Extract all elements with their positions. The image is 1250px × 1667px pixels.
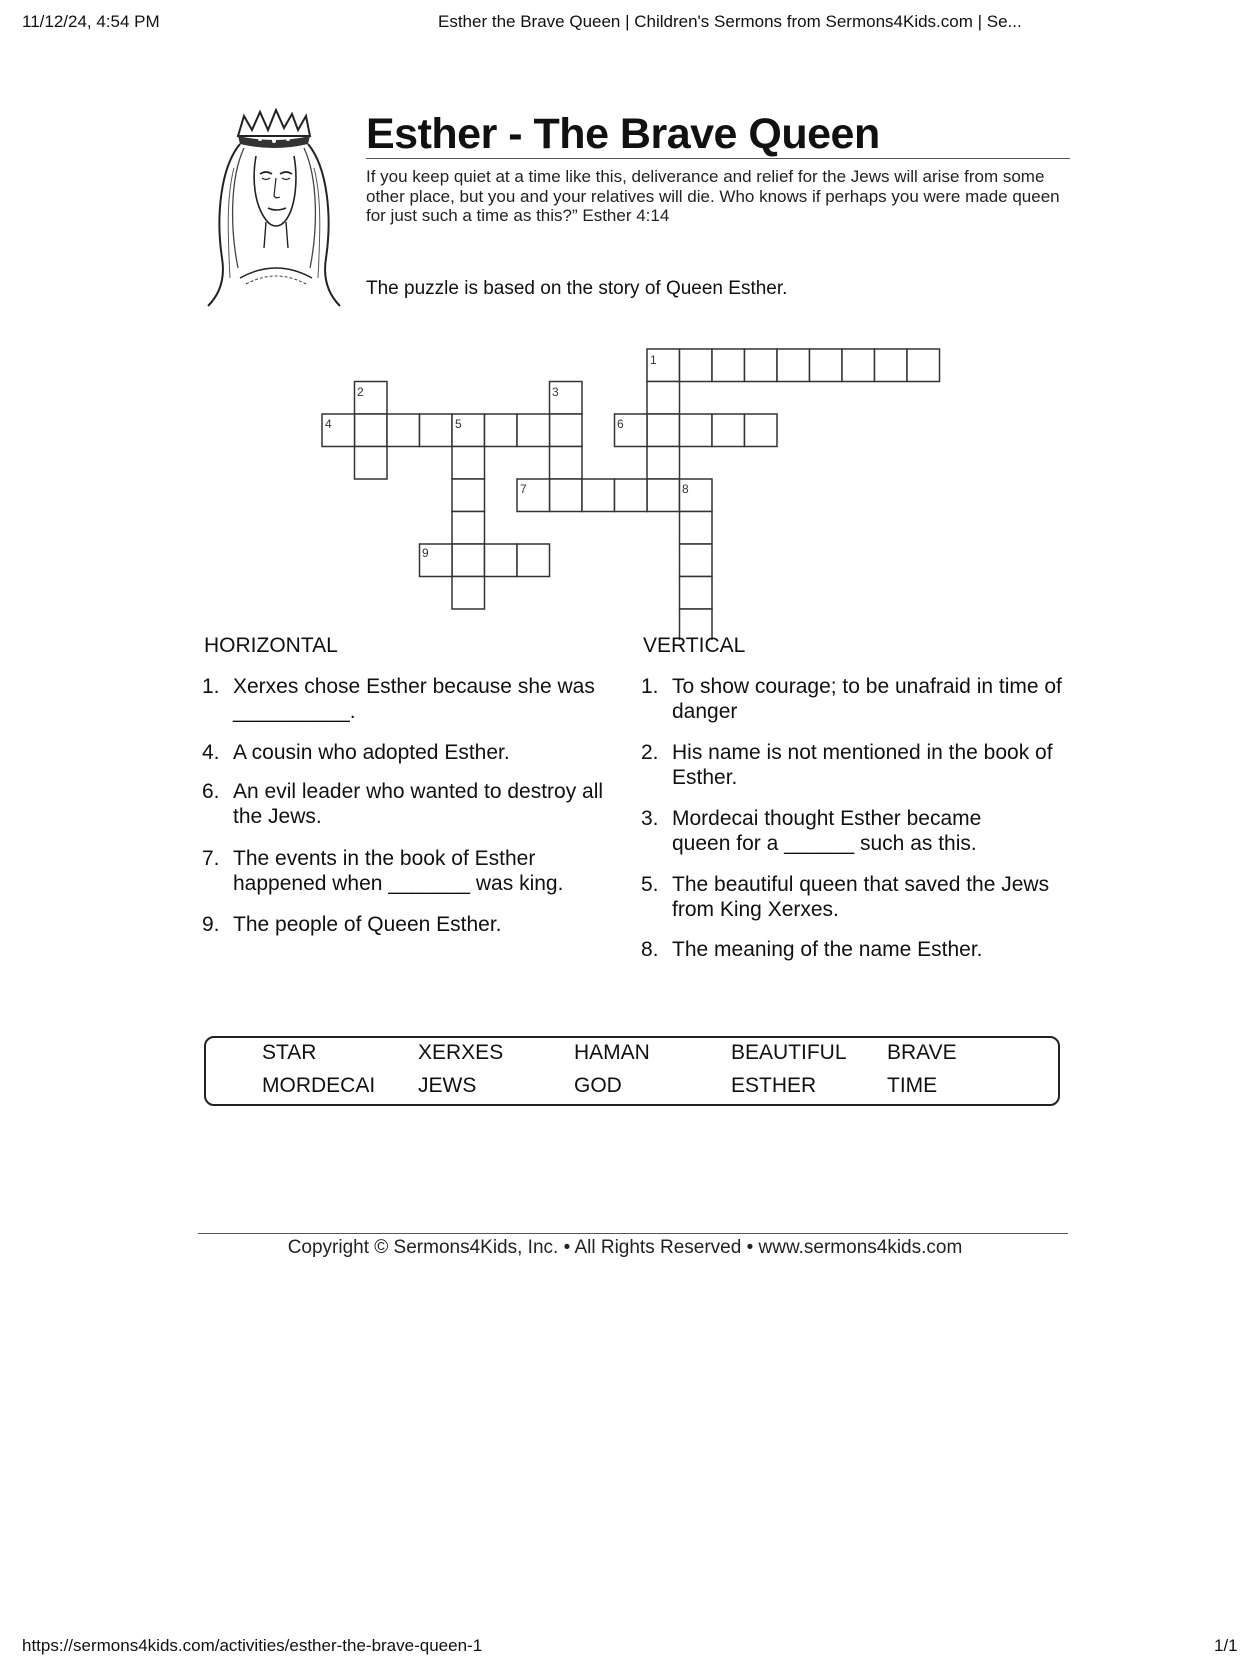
crossword-cell[interactable] — [485, 414, 518, 447]
crossword-cell[interactable] — [517, 479, 550, 512]
clue-text: The events in the book of Esther happened when _______ was king. — [233, 847, 564, 895]
crossword-cell[interactable] — [355, 414, 388, 447]
clue-text: Mordecai thought Esther became queen for a ______ such as this. — [672, 807, 982, 855]
crossword-cell[interactable] — [452, 544, 485, 577]
vertical-clue-1 — [641, 674, 1081, 724]
print-date: 11/12/24, 4:54 PM — [22, 12, 160, 31]
crossword-cell[interactable] — [582, 479, 615, 512]
word-bank-item: GOD — [574, 1074, 622, 1097]
crossword-cell[interactable] — [842, 349, 875, 382]
vertical-clue-8 — [641, 937, 1081, 962]
clue-num: 5. — [641, 873, 659, 896]
horizontal-clue-4 — [202, 740, 632, 765]
crossword-cell[interactable] — [517, 544, 550, 577]
clue-number-2: 2 — [357, 385, 364, 399]
crossword-cell[interactable] — [452, 447, 485, 480]
crossword-cell[interactable] — [712, 349, 745, 382]
vertical-clue-5 — [641, 872, 1061, 922]
crossword-cell[interactable] — [680, 479, 713, 512]
crossword-cell[interactable] — [680, 544, 713, 577]
crossword-cell[interactable] — [810, 349, 843, 382]
word-bank-item: BEAUTIFUL — [731, 1041, 847, 1064]
print-page-title: Esther the Brave Queen | Children's Sermons from Sermons4Kids.com | Se... — [438, 12, 1022, 31]
crossword-cell[interactable] — [615, 414, 648, 447]
crossword-cell[interactable] — [875, 349, 908, 382]
crossword-cell[interactable] — [452, 512, 485, 545]
queen-esther-portrait — [200, 108, 348, 308]
crossword-cell[interactable] — [647, 479, 680, 512]
clue-text: The beautiful queen that saved the Jews from King Xerxes. — [672, 873, 1050, 921]
crossword-cell[interactable] — [485, 544, 518, 577]
crossword-cell[interactable] — [550, 479, 583, 512]
crossword-cell[interactable] — [322, 414, 355, 447]
crossword-cell[interactable] — [452, 479, 485, 512]
crossword-cell[interactable] — [517, 414, 550, 447]
clue-number-1: 1 — [650, 353, 657, 367]
clue-number-3: 3 — [552, 385, 559, 399]
clue-text: To show courage; to be unafraid in time of danger — [672, 675, 1062, 723]
horizontal-clue-7 — [202, 846, 602, 896]
horizontal-clue-6 — [202, 779, 632, 829]
clue-text: A cousin who adopted Esther. — [233, 741, 510, 764]
clue-number-5: 5 — [455, 417, 462, 431]
crossword-cell[interactable] — [745, 349, 778, 382]
vertical-clue-2 — [641, 740, 1081, 790]
clue-number-9: 9 — [422, 546, 429, 560]
clue-text: Xerxes chose Esther because she was __________. — [233, 675, 595, 723]
word-bank-item: JEWS — [418, 1074, 477, 1097]
clue-num: 3. — [641, 807, 659, 830]
crossword-cell[interactable] — [680, 512, 713, 545]
crossword-cell[interactable] — [647, 414, 680, 447]
horizontal-clue-1 — [202, 674, 632, 724]
clue-num: 1. — [202, 675, 220, 698]
copyright-notice: Copyright © Sermons4Kids, Inc. • All Rights Reserved • www.sermons4kids.com — [287, 1237, 963, 1258]
clue-num: 7. — [202, 847, 220, 870]
clue-text: An evil leader who wanted to destroy all the Jews. — [233, 780, 604, 828]
word-bank-item: ESTHER — [731, 1074, 817, 1097]
vertical-clue-3 — [641, 806, 1011, 856]
crossword-cell[interactable] — [907, 349, 940, 382]
clue-number-6: 6 — [617, 417, 624, 431]
crossword-cell[interactable] — [452, 414, 485, 447]
clue-num: 9. — [202, 913, 220, 936]
word-bank-item: TIME — [887, 1074, 938, 1097]
crossword-cell[interactable] — [647, 349, 680, 382]
title-divider — [366, 158, 1070, 159]
crossword-cell[interactable] — [355, 447, 388, 480]
crossword-cell[interactable] — [680, 414, 713, 447]
clue-text: The meaning of the name Esther. — [672, 938, 983, 961]
clue-num: 6. — [202, 780, 220, 803]
clue-number-8: 8 — [682, 482, 689, 496]
crossword-grid — [0, 0, 1250, 640]
footer-divider — [198, 1233, 1068, 1234]
scripture-quote: If you keep quiet at a time like this, deliverance and relief for the Jews will arise from some other place, but you and your relatives will die. Who knows if perhaps you were made queen for just such a time as this?” Esther 4:14 — [366, 167, 1060, 225]
crossword-cell[interactable] — [452, 577, 485, 610]
crossword-cell[interactable] — [420, 414, 453, 447]
crossword-cell[interactable] — [680, 577, 713, 610]
word-bank-item: XERXES — [418, 1041, 504, 1064]
clue-number-7: 7 — [520, 482, 527, 496]
clue-text: The people of Queen Esther. — [233, 913, 502, 936]
print-url: https://sermons4kids.com/activities/esther-the-brave-queen-1 — [22, 1636, 483, 1655]
crossword-cell[interactable] — [387, 414, 420, 447]
crossword-cell[interactable] — [777, 349, 810, 382]
horizontal-heading: HORIZONTAL — [204, 634, 338, 657]
page-title: Esther - The Brave Queen — [366, 110, 880, 158]
word-bank-item: HAMAN — [574, 1041, 650, 1064]
crossword-cell[interactable] — [647, 447, 680, 480]
clue-num: 4. — [202, 741, 220, 764]
crossword-cell[interactable] — [550, 447, 583, 480]
crossword-cell[interactable] — [420, 544, 453, 577]
crossword-cell[interactable] — [712, 414, 745, 447]
crossword-cell[interactable] — [615, 479, 648, 512]
clue-num: 1. — [641, 675, 659, 698]
horizontal-clue-9 — [202, 912, 632, 937]
word-bank-item: BRAVE — [887, 1041, 957, 1064]
puzzle-intro: The puzzle is based on the story of Queen Esther. — [366, 278, 788, 299]
crossword-cell[interactable] — [355, 382, 388, 415]
word-bank-item: MORDECAI — [262, 1074, 376, 1097]
clue-text: His name is not mentioned in the book of Esther. — [672, 741, 1053, 789]
crossword-cell[interactable] — [647, 382, 680, 415]
clue-num: 2. — [641, 741, 659, 764]
clue-number-4: 4 — [325, 417, 332, 431]
clue-num: 8. — [641, 938, 659, 961]
crossword-cell[interactable] — [550, 414, 583, 447]
crossword-cell[interactable] — [745, 414, 778, 447]
crossword-cell[interactable] — [550, 382, 583, 415]
print-page-number: 1/1 — [1214, 1636, 1238, 1655]
vertical-heading: VERTICAL — [643, 634, 746, 657]
word-bank-item: STAR — [262, 1041, 317, 1064]
crossword-cell[interactable] — [680, 349, 713, 382]
